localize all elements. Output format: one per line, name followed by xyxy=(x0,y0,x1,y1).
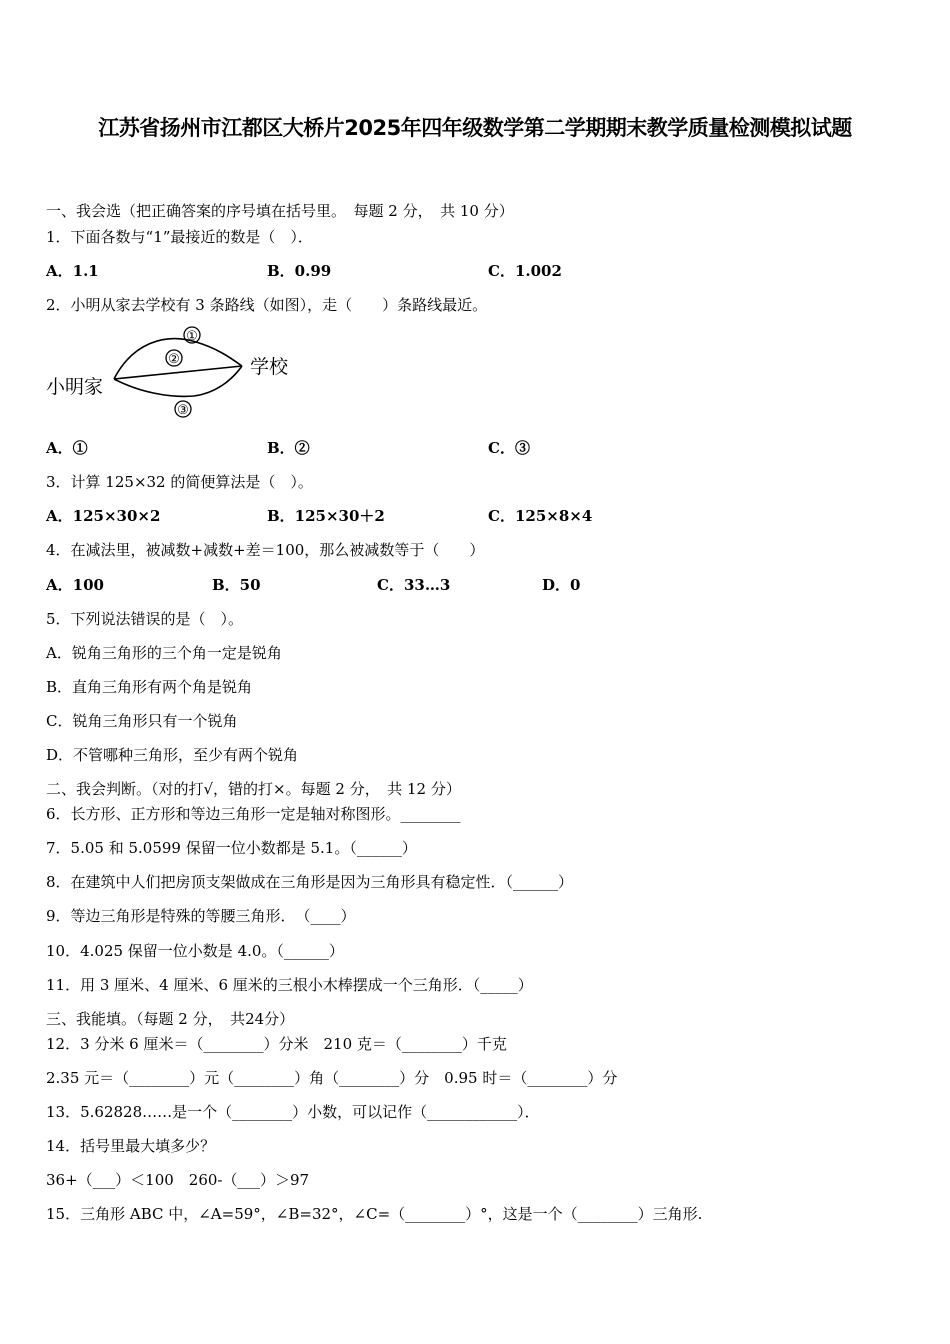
question-14: 14．括号里最大填多少？ xyxy=(46,1137,216,1155)
question-12-part-2: 2.35 元＝（________）元（________）角（________）分 0.95 时＝（________）分 xyxy=(46,1069,618,1087)
q4-option-d: D．0 xyxy=(542,576,581,594)
question-9: 9．等边三角形是特殊的等腰三角形． （____） xyxy=(46,907,356,925)
q2-option-a: A．① xyxy=(46,439,88,457)
question-5: 5．下列说法错误的是（ ）。 xyxy=(46,610,244,628)
route-1-label: ① xyxy=(186,329,198,344)
route-2-label: ② xyxy=(168,352,180,367)
question-12-part-1: 12．3 分米 6 厘米＝（________）分米 210 克＝（________）千克 xyxy=(46,1035,507,1053)
question-2: 2．小明从家去学校有 3 条路线（如图），走（ ）条路线最近。 xyxy=(46,296,488,314)
q3-option-c: C．125×8×4 xyxy=(488,507,593,525)
q3-option-b: B．125×30＋2 xyxy=(267,507,385,525)
q5-option-a: A．锐角三角形的三个角一定是锐角 xyxy=(46,644,282,662)
question-14-items: 36+（___）＜100 260-（___）＞97 xyxy=(46,1171,310,1189)
section-heading-1: 一、我会选（把正确答案的序号填在括号里。 每题 2 分， 共 10 分） xyxy=(46,202,514,220)
question-8: 8．在建筑中人们把房顶支架做成在三角形是因为三角形具有稳定性．（______） xyxy=(46,873,574,891)
question-4: 4．在减法里，被减数+减数+差＝100，那么被减数等于（ ） xyxy=(46,541,485,559)
question-15: 15．三角形 ABC 中，∠A=59°，∠B=32°，∠C=（________）°，这是一个（________）三角形. xyxy=(46,1205,703,1223)
question-10: 10．4.025 保留一位小数是 4.0。（______） xyxy=(46,942,344,960)
question-11: 11．用 3 厘米、4 厘米、6 厘米的三根小木棒摆成一个三角形．（_____） xyxy=(46,976,533,994)
q1-option-b: B．0.99 xyxy=(267,262,332,280)
q1-option-c: C．1.002 xyxy=(488,262,562,280)
route-3-path xyxy=(114,366,242,396)
q2-option-b: B．② xyxy=(267,439,310,457)
q2-option-c: C．③ xyxy=(488,439,530,457)
q1-option-a: A．1.1 xyxy=(46,262,99,280)
question-3: 3．计算 125×32 的简便算法是（ ）。 xyxy=(46,473,313,491)
question-6: 6．长方形、正方形和等边三角形一定是轴对称图形。________ xyxy=(46,805,461,823)
section-heading-3: 三、我能填。（每题 2 分， 共24分） xyxy=(46,1010,295,1028)
q4-option-c: C．33…3 xyxy=(377,576,451,594)
q3-option-a: A．125×30×2 xyxy=(46,507,161,525)
q4-option-b: B．50 xyxy=(212,576,261,594)
q4-option-a: A．100 xyxy=(46,576,104,594)
school-label: 学校 xyxy=(250,356,289,378)
section-heading-2: 二、我会判断。（对的打√，错的打×。每题 2 分， 共 12 分） xyxy=(46,780,461,798)
q5-option-d: D．不管哪种三角形，至少有两个锐角 xyxy=(46,746,299,764)
route-2-path xyxy=(114,366,242,379)
route-3-label: ③ xyxy=(177,403,189,418)
question-13: 13．5.62828……是一个（________）小数，可以记作（____________）． xyxy=(46,1103,540,1121)
question-7: 7．5.05 和 5.0599 保留一位小数都是 5.1。（______） xyxy=(46,839,417,857)
question-1: 1．下面各数与“1”最接近的数是（ ）． xyxy=(46,228,313,246)
q5-option-c: C．锐角三角形只有一个锐角 xyxy=(46,712,238,730)
route-diagram xyxy=(44,322,304,422)
page-title: 江苏省扬州市江都区大桥片2025年四年级数学第二学期期末教学质量检测模拟试题 xyxy=(98,116,852,140)
home-label: 小明家 xyxy=(46,376,104,398)
q5-option-b: B．直角三角形有两个角是锐角 xyxy=(46,678,253,696)
